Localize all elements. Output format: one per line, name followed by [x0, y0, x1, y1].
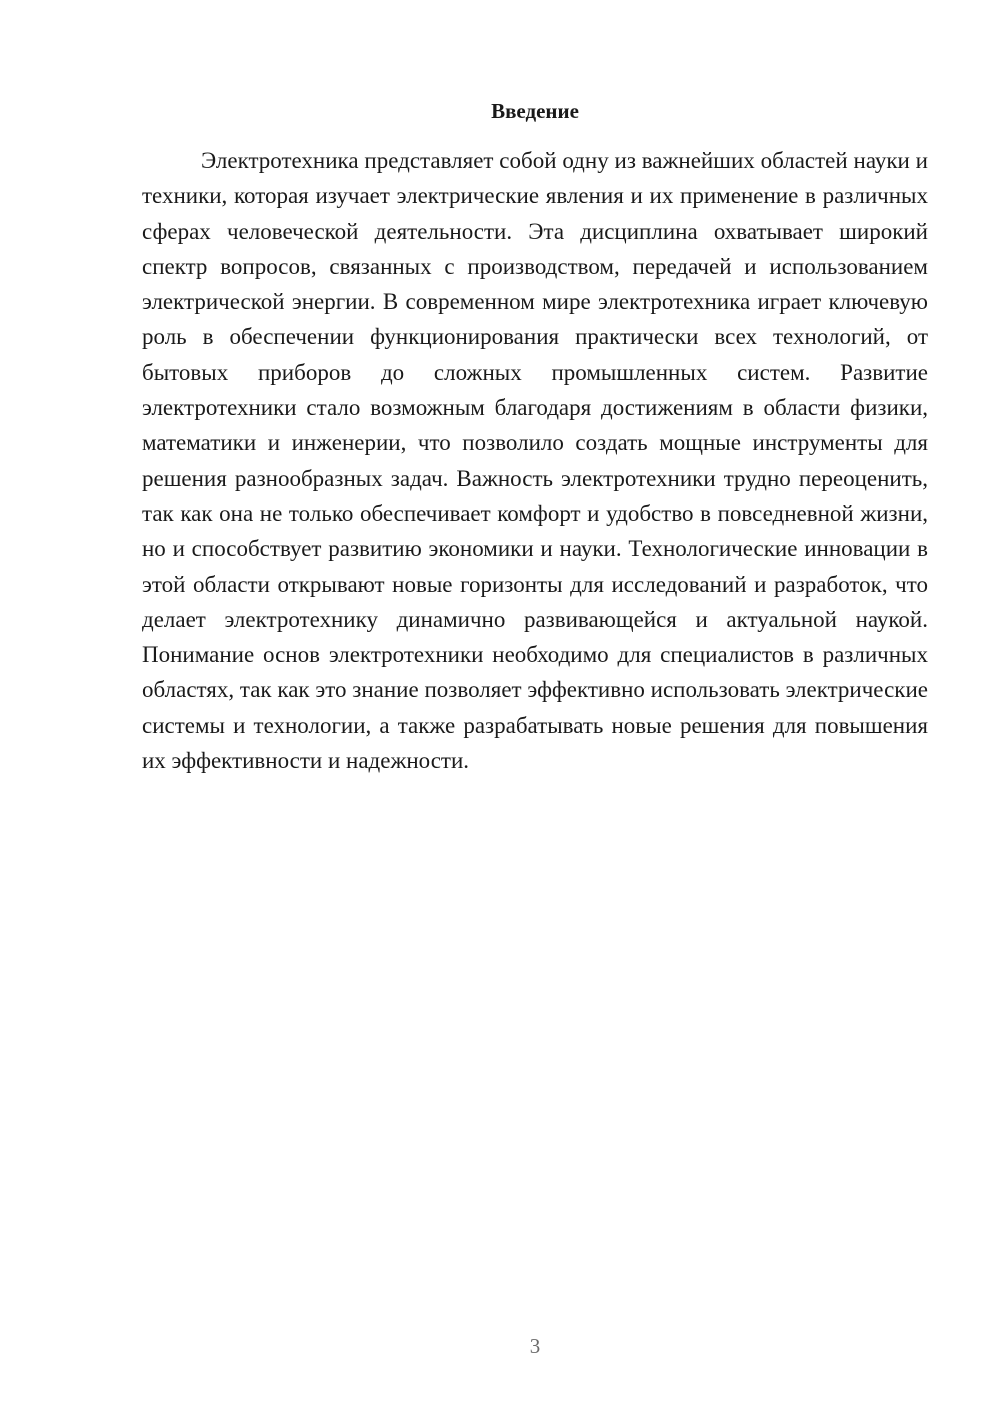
page-title: Введение [491, 99, 579, 123]
body-paragraph: Электротехника представляет собой одну из важнейших областей науки и техники, которая изучает электрические явления и их применение в различных сферах человеческой деятельности. Эта дисциплина охватывает широкий спектр вопросов, связанных с производством, передачей и использованием электрической энергии. В современном мире электротехника играет ключевую роль в обеспечении функционирования практически всех технологий, от бытовых приборов до сложных промышленных систем. Развитие электротехники стало возможным благодаря достижениям в области физики, математики и инженерии, что позволило создать мощные инструменты для решения разнообразных задач. Важность электротехники трудно переоценить, так как она не только обеспечивает комфорт и удобство в повседневной жизни, но и способствует развитию экономики и науки. Технологические инновации в этой области открывают новые горизонты для исследований и разработок, что делает электротехнику динамично развивающейся и актуальной наукой. Понимание основ электротехники необходимо для специалистов в различных областях, так как это знание позволяет эффективно использовать электрические системы и технологии, а также разрабатывать новые решения для повышения их эффективности и надежности. [142, 148, 928, 774]
page-number: 3 [529, 1334, 541, 1358]
